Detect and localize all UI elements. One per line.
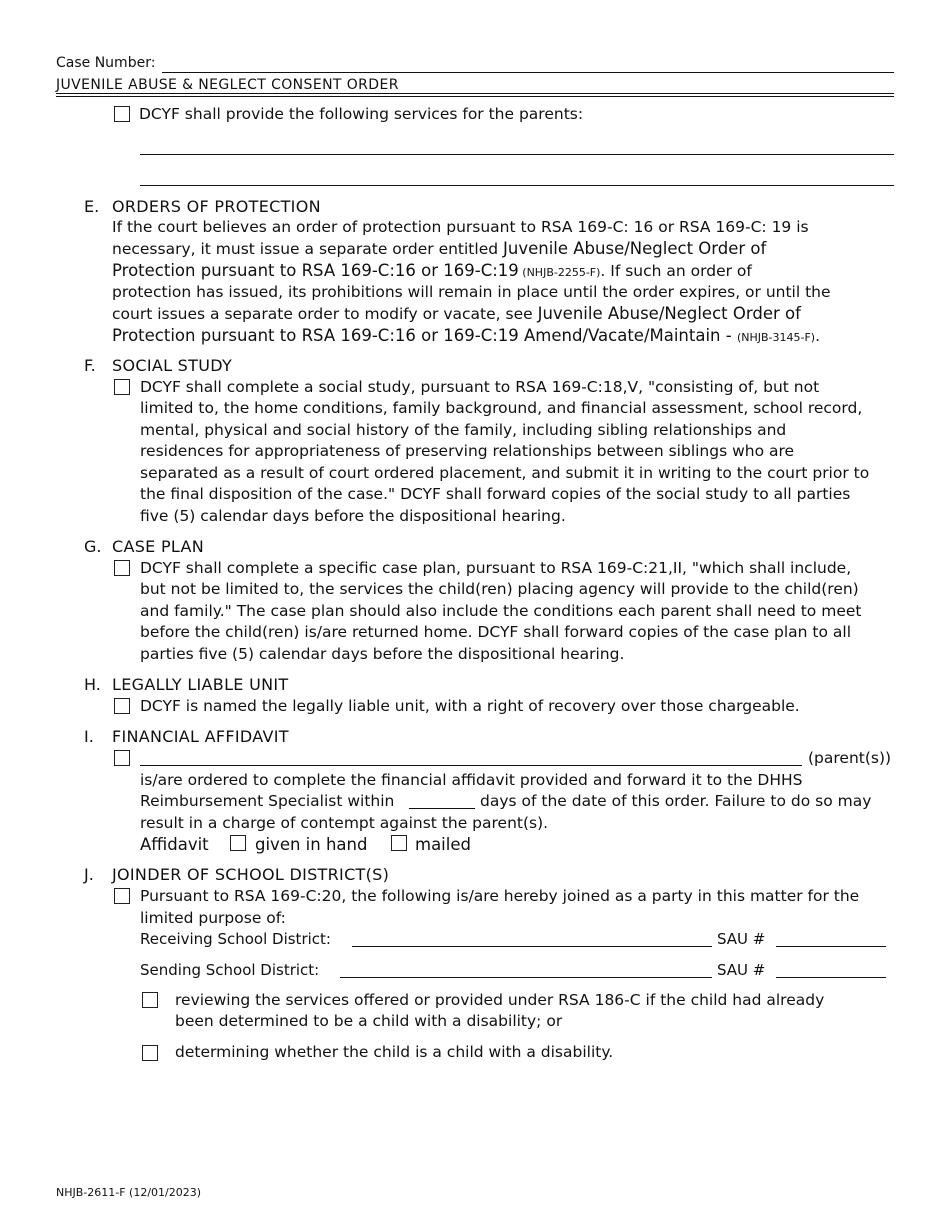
section-e-letter: E.	[84, 197, 100, 216]
header-rule	[56, 93, 894, 94]
case-plan-checkbox[interactable]	[114, 560, 130, 576]
joinder-line-1: Pursuant to RSA 169-C:20, the following is/are hereby joined as a party in this matter for the	[140, 887, 860, 905]
social-study-line: DCYF shall complete a social study, pursuant to RSA 169-C:18,V, "consisting of, but not	[140, 378, 820, 396]
parents-services-text: DCYF shall provide the following services for the parents:	[139, 105, 584, 123]
social-study-line: five (5) calendar days before the dispositional hearing.	[140, 507, 566, 525]
parents-services-checkbox[interactable]	[114, 106, 130, 122]
section-e-title: ORDERS OF PROTECTION	[112, 197, 321, 216]
case-plan-line: parties five (5) calendar days before the dispositional hearing.	[140, 645, 625, 663]
case-plan-line: but not be limited to, the services the child(ren) placing agency will provide to the child(ren)	[140, 580, 859, 598]
section-e-line-2: necessary, it must issue a separate order entitled Juvenile Abuse/Neglect Order of	[112, 239, 767, 258]
joinder-checkbox[interactable]	[114, 888, 130, 904]
receiving-district-label: Receiving School District:	[140, 930, 331, 948]
case-number-field[interactable]	[162, 72, 894, 73]
affidavit-line-3a: Reimbursement Specialist within	[140, 792, 395, 810]
case-plan-line: before the child(ren) is/are returned home. DCYF shall forward copies of the case plan to all	[140, 623, 852, 641]
case-number-label: Case Number:	[56, 55, 156, 71]
form-title: JUVENILE ABUSE & NEGLECT CONSENT ORDER	[56, 77, 399, 93]
section-h-title: LEGALLY LIABLE UNIT	[112, 675, 289, 694]
given-in-hand-label: given in hand	[255, 835, 368, 854]
case-plan-line: and family." The case plan should also include the conditions each parent shall need to meet	[140, 602, 862, 620]
sending-district-field[interactable]	[340, 977, 712, 978]
reviewing-services-line-2: been determined to be a child with a disability; or	[175, 1012, 563, 1030]
section-e-line-5: court issues a separate order to modify or vacate, see Juvenile Abuse/Neglect Order of	[112, 304, 801, 323]
reviewing-services-checkbox[interactable]	[142, 992, 158, 1008]
given-in-hand-checkbox[interactable]	[230, 835, 246, 851]
case-plan-line: DCYF shall complete a specific case plan, pursuant to RSA 169-C:21,II, "which shall include,	[140, 559, 852, 577]
days-field[interactable]	[409, 808, 475, 809]
liable-unit-text: DCYF is named the legally liable unit, with a right of recovery over those chargeable.	[140, 697, 800, 715]
section-e-line-3: Protection pursuant to RSA 169-C:16 or 169-C:19 (NHJB-2255-F). If such an order of	[112, 261, 752, 280]
mailed-label: mailed	[415, 835, 471, 854]
section-h-letter: H.	[84, 675, 101, 694]
determining-disability-text: determining whether the child is a child with a disability.	[175, 1043, 614, 1061]
section-i-letter: I.	[84, 727, 94, 746]
social-study-line: limited to, the home conditions, family background, and financial assessment, school record,	[140, 399, 863, 417]
form-code: NHJB-2611-F (12/01/2023)	[56, 1186, 202, 1199]
parents-services-line-2[interactable]	[140, 185, 894, 186]
joinder-line-2: limited purpose of:	[140, 909, 286, 927]
affidavit-line-3b: days of the date of this order. Failure to do so may	[480, 792, 872, 810]
affidavit-label: Affidavit	[140, 835, 209, 854]
section-j-title: JOINDER OF SCHOOL DISTRICT(S)	[112, 865, 390, 884]
receiving-district-field[interactable]	[352, 946, 712, 947]
social-study-checkbox[interactable]	[114, 379, 130, 395]
financial-affidavit-checkbox[interactable]	[114, 750, 130, 766]
liable-unit-checkbox[interactable]	[114, 698, 130, 714]
section-f-letter: F.	[84, 356, 96, 375]
social-study-line: separated as a result of court ordered placement, and submit it in writing to the court prior to	[140, 464, 870, 482]
receiving-sau-field[interactable]	[776, 946, 886, 947]
social-study-line: residences for appropriateness of preserving relationships between siblings who are	[140, 442, 795, 460]
sending-district-label: Sending School District:	[140, 961, 320, 979]
sending-sau-label: SAU #	[717, 961, 766, 979]
section-e-line-4: protection has issued, its prohibitions will remain in place until the order expires, or until the	[112, 283, 831, 301]
affidavit-line-2: is/are ordered to complete the financial affidavit provided and forward it to the DHHS	[140, 771, 803, 789]
determining-disability-checkbox[interactable]	[142, 1045, 158, 1061]
sending-sau-field[interactable]	[776, 977, 886, 978]
social-study-line: mental, physical and social history of the family, including sibling relationships and	[140, 421, 787, 439]
section-g-letter: G.	[84, 537, 102, 556]
reviewing-services-line-1: reviewing the services offered or provided under RSA 186-C if the child had already	[175, 991, 825, 1009]
section-j-letter: J.	[84, 865, 94, 884]
mailed-checkbox[interactable]	[391, 835, 407, 851]
header-rule-double	[56, 96, 894, 97]
section-g-title: CASE PLAN	[112, 537, 205, 556]
section-f-title: SOCIAL STUDY	[112, 356, 233, 375]
parents-label: (parent(s))	[808, 749, 892, 767]
section-i-title: FINANCIAL AFFIDAVIT	[112, 727, 289, 746]
parents-name-field[interactable]	[140, 765, 802, 766]
affidavit-line-4: result in a charge of contempt against the parent(s).	[140, 814, 549, 832]
receiving-sau-label: SAU #	[717, 930, 766, 948]
section-e-line-6: Protection pursuant to RSA 169-C:16 or 169-C:19 Amend/Vacate/Maintain - (NHJB-3145-F).	[112, 326, 821, 345]
section-e-line-1: If the court believes an order of protection pursuant to RSA 169-C: 16 or RSA 169-C: 19 is	[112, 218, 809, 236]
parents-services-line-1[interactable]	[140, 154, 894, 155]
social-study-line: the final disposition of the case." DCYF shall forward copies of the social study to all parties	[140, 485, 851, 503]
